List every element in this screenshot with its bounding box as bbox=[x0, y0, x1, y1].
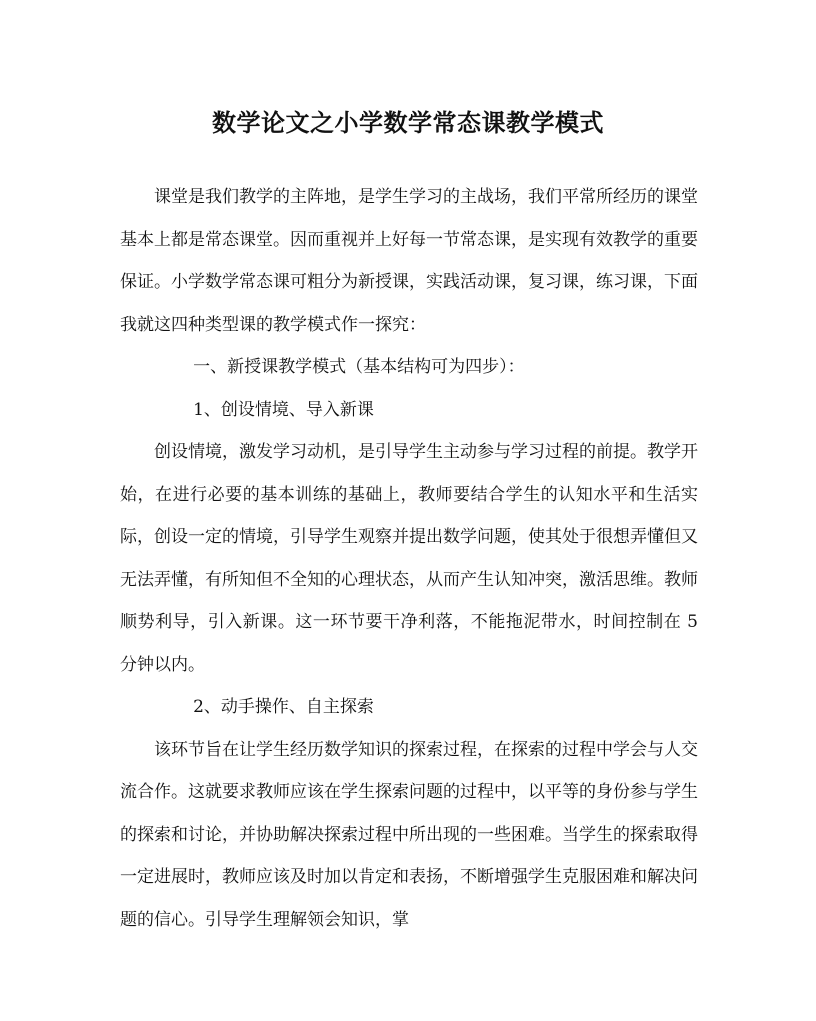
subheading-create-situation: 1、创设情境、导入新课 bbox=[193, 399, 374, 420]
section-heading-new-lesson: 一、新授课教学模式（基本结构可为四步）： bbox=[193, 357, 525, 377]
document-body bbox=[120, 176, 698, 941]
paragraph-intro: 课堂是我们教学的主阵地，是学生学习的主战场，我们平常所经历的课堂基本上都是常态课堂。因而重视并上好每一节常态课，是实现有效教学的重要保证。小学数学常态课可粗分为新授课，实践活动课，复习课，练习课，下面我就这四种类型课的教学模式作一探究： bbox=[120, 187, 698, 335]
paragraph-hands-on: 该环节旨在让学生经历数学知识的探索过程，在探索的过程中学会与人交流合作。这就要求教师应该在学生探索问题的过程中，以平等的身份参与学生的探索和讨论，并协助解决探索过程中所出现的一些困难。当学生的探索取得一定进展时，教师应该及时加以肯定和表扬，不断增强学生克服困难和解决问题的信心。引导学生理解领会知识，掌 bbox=[120, 739, 698, 930]
subheading-hands-on: 2、动手操作、自主探索 bbox=[193, 697, 374, 717]
document-title: 数学论文之小学数学常态课教学模式 bbox=[212, 108, 604, 137]
paragraph-create-situation: 创设情境，激发学习动机，是引导学生主动参与学习过程的前提。教学开始，在进行必要的基本训练的基础上，教师要结合学生的认知水平和生活实际，创设一定的情境，引导学生观察并提出数学问题，使其处于很想弄懂但又无法弄懂，有所知但不全知的心理状态，从而产生认知冲突，激活思维。教师顺势利导，引入新课。这一环节要干净利落，不能拖泥带水，时间控制在 5 分钟以内。 bbox=[120, 442, 698, 675]
